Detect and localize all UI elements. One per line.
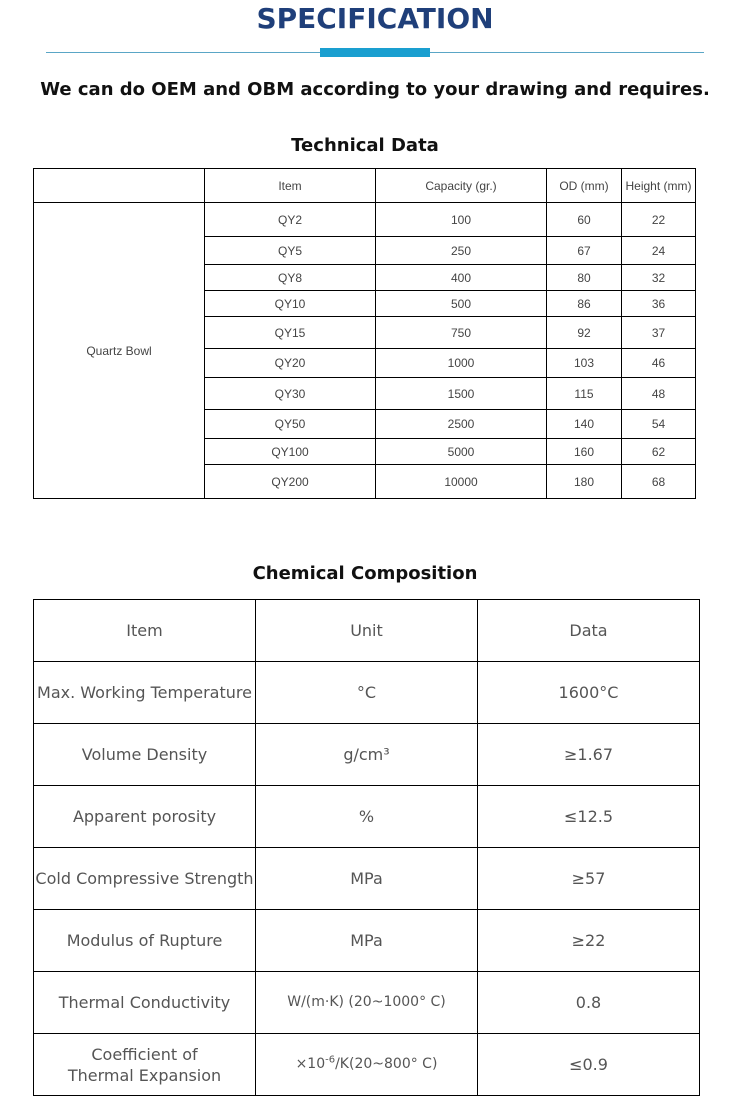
height-cell: 48 — [622, 378, 696, 410]
capacity-cell: 5000 — [376, 439, 547, 465]
height-cell: 24 — [622, 237, 696, 265]
header-cell-item: Item — [34, 600, 256, 662]
item-cell: QY10 — [205, 291, 376, 317]
unit-prefix: ×10 — [295, 1056, 326, 1072]
chemical-composition-table — [33, 599, 700, 1096]
od-cell: 86 — [547, 291, 622, 317]
unit-exponent: -6 — [325, 1054, 336, 1066]
capacity-cell: 250 — [376, 237, 547, 265]
technical-data-table — [33, 168, 696, 499]
value-cell: ≥1.67 — [478, 724, 700, 786]
header-cell-blank — [34, 169, 205, 203]
od-cell: 160 — [547, 439, 622, 465]
height-cell: 54 — [622, 410, 696, 439]
group-label-cell: Quartz Bowl — [34, 203, 205, 499]
capacity-cell: 750 — [376, 317, 547, 349]
header-cell-item: Item — [205, 169, 376, 203]
title-divider-accent — [320, 48, 430, 57]
header-cell-height: Height (mm) — [622, 169, 696, 203]
item-cell: QY30 — [205, 378, 376, 410]
unit-cell: °C — [256, 662, 478, 724]
property-cell: Coefficient of Thermal Expansion — [34, 1034, 256, 1096]
od-cell: 115 — [547, 378, 622, 410]
od-cell: 60 — [547, 203, 622, 237]
capacity-cell: 1500 — [376, 378, 547, 410]
table-row — [34, 910, 700, 972]
technical-data-heading: Technical Data — [291, 135, 439, 156]
table-header-row — [34, 600, 700, 662]
capacity-cell: 400 — [376, 265, 547, 291]
header-cell-data: Data — [478, 600, 700, 662]
od-cell: 140 — [547, 410, 622, 439]
table-header-row — [34, 169, 696, 203]
item-cell: QY8 — [205, 265, 376, 291]
item-cell: QY15 — [205, 317, 376, 349]
capacity-cell: 500 — [376, 291, 547, 317]
table-row — [34, 972, 700, 1034]
unit-cell: % — [256, 786, 478, 848]
value-cell: 1600°C — [478, 662, 700, 724]
value-cell: ≤0.9 — [478, 1034, 700, 1096]
table-row — [34, 662, 700, 724]
table-row — [34, 1034, 700, 1096]
page-title: SPECIFICATION — [256, 2, 494, 35]
header-cell-od: OD (mm) — [547, 169, 622, 203]
od-cell: 92 — [547, 317, 622, 349]
height-cell: 62 — [622, 439, 696, 465]
capacity-cell: 100 — [376, 203, 547, 237]
property-cell: Volume Density — [34, 724, 256, 786]
unit-cell: MPa — [256, 910, 478, 972]
value-cell: ≥22 — [478, 910, 700, 972]
value-cell: 0.8 — [478, 972, 700, 1034]
item-cell: QY5 — [205, 237, 376, 265]
od-cell: 180 — [547, 465, 622, 499]
item-cell: QY100 — [205, 439, 376, 465]
height-cell: 68 — [622, 465, 696, 499]
property-cell: Modulus of Rupture — [34, 910, 256, 972]
height-cell: 32 — [622, 265, 696, 291]
value-cell: ≤12.5 — [478, 786, 700, 848]
unit-cell — [256, 1034, 478, 1096]
od-cell: 80 — [547, 265, 622, 291]
table-row — [34, 203, 696, 237]
height-cell: 36 — [622, 291, 696, 317]
unit-cell: g/cm³ — [256, 724, 478, 786]
capacity-cell: 1000 — [376, 349, 547, 378]
header-cell-capacity: Capacity (gr.) — [376, 169, 547, 203]
table-row — [34, 848, 700, 910]
unit-cell: MPa — [256, 848, 478, 910]
od-cell: 103 — [547, 349, 622, 378]
item-cell: QY200 — [205, 465, 376, 499]
height-cell: 37 — [622, 317, 696, 349]
header-cell-unit: Unit — [256, 600, 478, 662]
unit-suffix: /K(20~800° C) — [335, 1056, 438, 1072]
height-cell: 22 — [622, 203, 696, 237]
property-cell: Cold Compressive Strength — [34, 848, 256, 910]
item-cell: QY50 — [205, 410, 376, 439]
capacity-cell: 2500 — [376, 410, 547, 439]
item-cell: QY20 — [205, 349, 376, 378]
chemical-composition-heading: Chemical Composition — [252, 563, 478, 584]
value-cell: ≥57 — [478, 848, 700, 910]
property-cell: Max. Working Temperature — [34, 662, 256, 724]
property-cell: Apparent porosity — [34, 786, 256, 848]
intro-text: We can do OEM and OBM according to your drawing and requires. — [40, 79, 710, 100]
table-row — [34, 786, 700, 848]
height-cell: 46 — [622, 349, 696, 378]
item-cell: QY2 — [205, 203, 376, 237]
unit-cell: W/(m·K) (20~1000° C) — [256, 972, 478, 1034]
od-cell: 67 — [547, 237, 622, 265]
table-row — [34, 724, 700, 786]
property-cell: Thermal Conductivity — [34, 972, 256, 1034]
capacity-cell: 10000 — [376, 465, 547, 499]
